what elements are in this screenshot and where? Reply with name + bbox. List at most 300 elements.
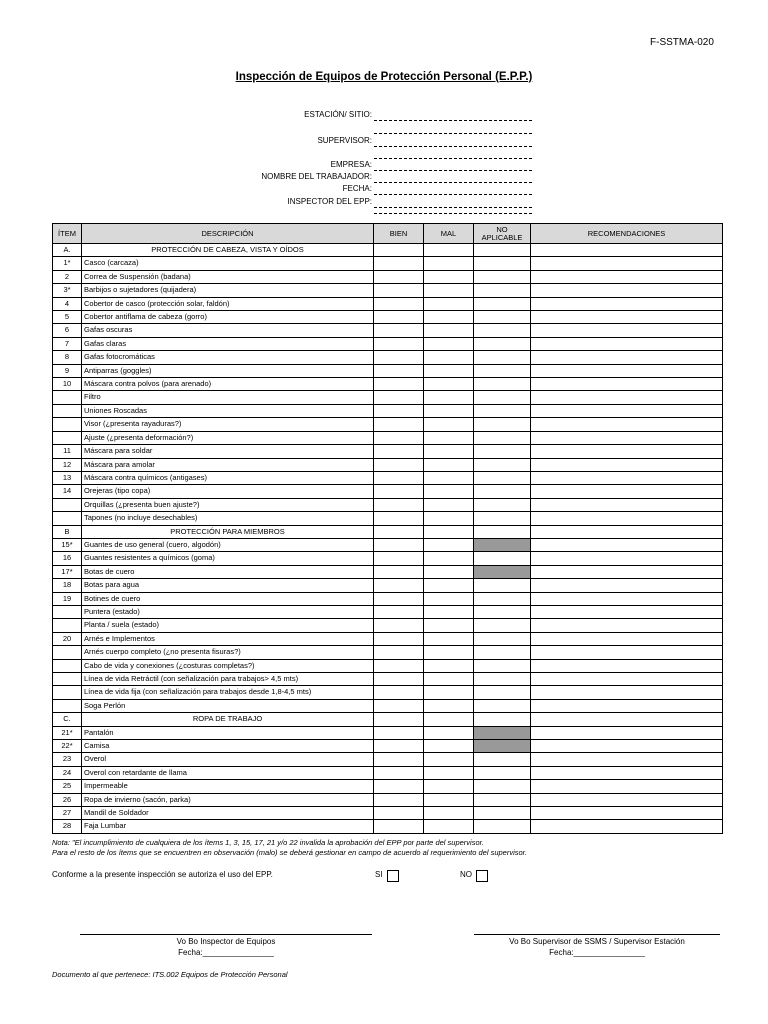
row-description: Cobertor antiflama de cabeza (gorro) <box>82 311 374 324</box>
cell-recomendaciones[interactable] <box>531 605 723 618</box>
cell-no-aplicable[interactable] <box>474 659 531 672</box>
cell-no-aplicable[interactable] <box>474 605 531 618</box>
cell-recomendaciones[interactable] <box>531 565 723 578</box>
row-item-number <box>53 404 82 417</box>
row-description: Faja Lumbar <box>82 820 374 833</box>
si-checkbox[interactable] <box>387 870 399 882</box>
cell-no-aplicable[interactable] <box>474 391 531 404</box>
header-item: ÍTEM <box>53 224 82 244</box>
row-description: Ropa de invierno (sacón, parka) <box>82 793 374 806</box>
cell-recomendaciones[interactable] <box>531 404 723 417</box>
table-row <box>53 445 723 458</box>
field-line-supervisor-2[interactable] <box>374 158 532 159</box>
cell-recomendaciones[interactable] <box>531 686 723 699</box>
section-row <box>53 713 723 726</box>
cell-no-aplicable[interactable] <box>474 807 531 820</box>
row-description: Máscara contra polvos (para arenado) <box>82 378 374 391</box>
row-item-number: 16 <box>53 552 82 565</box>
cell-mal[interactable] <box>424 565 474 578</box>
row-item-number: 7 <box>53 337 82 350</box>
cell-mal[interactable] <box>424 646 474 659</box>
cell-mal[interactable] <box>424 820 474 833</box>
cell-bien[interactable] <box>374 404 424 417</box>
field-line-station-2[interactable] <box>374 133 532 134</box>
table-row <box>53 632 723 645</box>
cell-recomendaciones[interactable] <box>531 619 723 632</box>
cell-mal[interactable] <box>424 807 474 820</box>
cell-mal[interactable] <box>424 270 474 283</box>
table-row <box>53 552 723 565</box>
cell-mal[interactable] <box>424 471 474 484</box>
field-label-station: ESTACIÓN/ SITIO: <box>304 110 372 119</box>
row-item-number: 19 <box>53 592 82 605</box>
row-item-number <box>53 418 82 431</box>
table-row <box>53 498 723 511</box>
cell-bien[interactable] <box>374 807 424 820</box>
cell-recomendaciones[interactable] <box>531 780 723 793</box>
cell-mal[interactable] <box>424 659 474 672</box>
row-item-number: 25 <box>53 780 82 793</box>
table-row <box>53 364 723 377</box>
cell-mal[interactable] <box>424 552 474 565</box>
cell-bien[interactable] <box>374 391 424 404</box>
cell-bien[interactable] <box>374 284 424 297</box>
cell-recomendaciones[interactable] <box>531 270 723 283</box>
row-description: Línea de vida Retráctil (con señalización para trabajos> 4,5 mts) <box>82 673 374 686</box>
cell-mal[interactable] <box>424 445 474 458</box>
cell-bien[interactable] <box>374 351 424 364</box>
cell-no-aplicable[interactable] <box>474 686 531 699</box>
cell-no-aplicable[interactable] <box>474 619 531 632</box>
inspection-table <box>52 223 723 834</box>
header-bien: BIEN <box>374 224 424 244</box>
cell-recomendaciones[interactable] <box>531 552 723 565</box>
table-row <box>53 337 723 350</box>
table-row <box>53 579 723 592</box>
cell-bien[interactable] <box>374 324 424 337</box>
row-item-number: 24 <box>53 766 82 779</box>
cell-recomendaciones[interactable] <box>531 753 723 766</box>
cell-bien[interactable] <box>374 659 424 672</box>
signature-supervisor-date: Fecha:________________ <box>549 948 645 957</box>
row-item-number: 28 <box>53 820 82 833</box>
no-checkbox[interactable] <box>476 870 488 882</box>
cell-no-aplicable[interactable] <box>474 404 531 417</box>
table-row <box>53 780 723 793</box>
field-label-inspector: INSPECTOR DEL EPP: <box>287 197 372 206</box>
cell-no-aplicable[interactable] <box>474 766 531 779</box>
section-row <box>53 525 723 538</box>
row-item-number: A. <box>53 244 82 257</box>
table-row <box>53 391 723 404</box>
row-description: Impermeable <box>82 780 374 793</box>
table-row <box>53 297 723 310</box>
cell-mal[interactable] <box>424 699 474 712</box>
cell-no-aplicable[interactable] <box>474 673 531 686</box>
field-line-worker[interactable] <box>374 182 532 183</box>
table-row <box>53 378 723 391</box>
cell-mal[interactable] <box>424 780 474 793</box>
row-item-number <box>53 498 82 511</box>
row-item-number <box>53 619 82 632</box>
cell-bien[interactable] <box>374 525 424 538</box>
row-description: Camisa <box>82 740 374 753</box>
table-row <box>53 431 723 444</box>
cell-recomendaciones[interactable] <box>531 538 723 551</box>
cell-recomendaciones[interactable] <box>531 592 723 605</box>
cell-no-aplicable <box>474 726 531 739</box>
row-item-number <box>53 605 82 618</box>
cell-no-aplicable[interactable] <box>474 364 531 377</box>
cell-bien[interactable] <box>374 297 424 310</box>
cell-mal[interactable] <box>424 324 474 337</box>
table-row <box>53 605 723 618</box>
cell-no-aplicable[interactable] <box>474 270 531 283</box>
row-description: Guantes de uso general (cuero, algodón) <box>82 538 374 551</box>
row-item-number: 5 <box>53 311 82 324</box>
header-description: DESCRIPCIÓN <box>82 224 374 244</box>
cell-mal[interactable] <box>424 337 474 350</box>
cell-no-aplicable[interactable] <box>474 297 531 310</box>
cell-no-aplicable[interactable] <box>474 244 531 257</box>
table-row <box>53 686 723 699</box>
row-item-number: 17* <box>53 565 82 578</box>
table-row <box>53 458 723 471</box>
row-description: Gafas claras <box>82 337 374 350</box>
cell-bien[interactable] <box>374 565 424 578</box>
cell-recomendaciones[interactable] <box>531 378 723 391</box>
cell-no-aplicable <box>474 565 531 578</box>
cell-bien[interactable] <box>374 605 424 618</box>
cell-mal[interactable] <box>424 605 474 618</box>
row-description: Visor (¿presenta rayaduras?) <box>82 418 374 431</box>
cell-bien[interactable] <box>374 244 424 257</box>
cell-no-aplicable[interactable] <box>474 445 531 458</box>
cell-no-aplicable[interactable] <box>474 780 531 793</box>
cell-recomendaciones[interactable] <box>531 351 723 364</box>
table-row <box>53 807 723 820</box>
note-line-2: Para el resto de los ítems que se encuentren en observación (malo) se deberá gestionar en campo de acuerdo al requerimiento del supervisor. <box>52 848 527 857</box>
row-item-number: 12 <box>53 458 82 471</box>
cell-bien[interactable] <box>374 364 424 377</box>
row-description: Barbijos o sujetadores (quijadera) <box>82 284 374 297</box>
cell-bien[interactable] <box>374 632 424 645</box>
row-description: Soga Perlón <box>82 699 374 712</box>
cell-no-aplicable[interactable] <box>474 311 531 324</box>
table-row <box>53 257 723 270</box>
cell-recomendaciones[interactable] <box>531 807 723 820</box>
cell-mal[interactable] <box>424 619 474 632</box>
cell-bien[interactable] <box>374 538 424 551</box>
cell-no-aplicable[interactable] <box>474 699 531 712</box>
row-item-number <box>53 646 82 659</box>
row-item-number: 15* <box>53 538 82 551</box>
cell-bien[interactable] <box>374 619 424 632</box>
cell-mal[interactable] <box>424 311 474 324</box>
table-row <box>53 485 723 498</box>
field-label-worker: NOMBRE DEL TRABAJADOR: <box>261 172 372 181</box>
cell-no-aplicable[interactable] <box>474 713 531 726</box>
cell-recomendaciones[interactable] <box>531 766 723 779</box>
row-item-number: 1* <box>53 257 82 270</box>
cell-bien[interactable] <box>374 337 424 350</box>
table-row <box>53 311 723 324</box>
row-item-number: 4 <box>53 297 82 310</box>
row-description: Casco (carcaza) <box>82 257 374 270</box>
cell-mal[interactable] <box>424 579 474 592</box>
row-description: Botas para agua <box>82 579 374 592</box>
row-item-number: 18 <box>53 579 82 592</box>
row-item-number: 8 <box>53 351 82 364</box>
row-item-number: B <box>53 525 82 538</box>
cell-recomendaciones[interactable] <box>531 793 723 806</box>
cell-recomendaciones[interactable] <box>531 498 723 511</box>
table-header <box>53 224 723 244</box>
row-description: Mandil de Soldador <box>82 807 374 820</box>
row-item-number <box>53 431 82 444</box>
header-no-aplicable: NO APLICABLE <box>474 224 531 244</box>
row-description: Correa de Suspensión (badana) <box>82 270 374 283</box>
cell-no-aplicable[interactable] <box>474 324 531 337</box>
row-description: Guantes resistentes a químicos (goma) <box>82 552 374 565</box>
cell-recomendaciones[interactable] <box>531 699 723 712</box>
cell-no-aplicable[interactable] <box>474 632 531 645</box>
section-title: PROTECCIÓN DE CABEZA, VISTA Y OÍDOS <box>82 244 374 257</box>
row-item-number: C. <box>53 713 82 726</box>
table-row <box>53 404 723 417</box>
table-row <box>53 766 723 779</box>
table-row <box>53 538 723 551</box>
row-item-number <box>53 699 82 712</box>
cell-no-aplicable[interactable] <box>474 351 531 364</box>
cell-bien[interactable] <box>374 740 424 753</box>
cell-no-aplicable[interactable] <box>474 257 531 270</box>
cell-no-aplicable[interactable] <box>474 378 531 391</box>
cell-recomendaciones[interactable] <box>531 458 723 471</box>
cell-mal[interactable] <box>424 538 474 551</box>
cell-recomendaciones[interactable] <box>531 391 723 404</box>
field-label-supervisor: SUPERVISOR: <box>317 136 372 145</box>
row-item-number <box>53 512 82 525</box>
cell-recomendaciones[interactable] <box>531 297 723 310</box>
cell-recomendaciones[interactable] <box>531 525 723 538</box>
field-line-supervisor[interactable] <box>374 146 532 147</box>
cell-bien[interactable] <box>374 753 424 766</box>
row-description: Orejeras (tipo copa) <box>82 485 374 498</box>
cell-mal[interactable] <box>424 458 474 471</box>
cell-recomendaciones[interactable] <box>531 632 723 645</box>
cell-recomendaciones[interactable] <box>531 485 723 498</box>
field-line-station[interactable] <box>374 120 532 121</box>
no-label: NO <box>460 870 472 879</box>
signature-supervisor <box>474 934 720 958</box>
cell-no-aplicable[interactable] <box>474 646 531 659</box>
cell-mal[interactable] <box>424 766 474 779</box>
table-row <box>53 673 723 686</box>
cell-recomendaciones[interactable] <box>531 726 723 739</box>
cell-bien[interactable] <box>374 471 424 484</box>
cell-mal[interactable] <box>424 418 474 431</box>
cell-bien[interactable] <box>374 686 424 699</box>
table-row <box>53 619 723 632</box>
cell-bien[interactable] <box>374 552 424 565</box>
table-row <box>53 726 723 739</box>
cell-bien[interactable] <box>374 458 424 471</box>
cell-recomendaciones[interactable] <box>531 337 723 350</box>
cell-no-aplicable[interactable] <box>474 485 531 498</box>
field-label-date: FECHA: <box>342 184 372 193</box>
row-item-number: 22* <box>53 740 82 753</box>
cell-no-aplicable[interactable] <box>474 753 531 766</box>
cell-bien[interactable] <box>374 270 424 283</box>
signature-inspector-label: Vo Bo Inspector de Equipos <box>176 937 276 946</box>
cell-recomendaciones[interactable] <box>531 257 723 270</box>
cell-bien[interactable] <box>374 378 424 391</box>
table-row <box>53 324 723 337</box>
cell-bien[interactable] <box>374 766 424 779</box>
field-line-inspector[interactable] <box>374 207 532 208</box>
cell-recomendaciones[interactable] <box>531 646 723 659</box>
cell-no-aplicable[interactable] <box>474 498 531 511</box>
signature-inspector-date: Fecha:________________ <box>178 948 274 957</box>
cell-recomendaciones[interactable] <box>531 673 723 686</box>
table-row <box>53 592 723 605</box>
cell-bien[interactable] <box>374 713 424 726</box>
row-item-number: 26 <box>53 793 82 806</box>
cell-no-aplicable[interactable] <box>474 284 531 297</box>
cell-bien[interactable] <box>374 646 424 659</box>
cell-bien[interactable] <box>374 257 424 270</box>
cell-recomendaciones[interactable] <box>531 713 723 726</box>
row-description: Línea de vida fija (con señalización para trabajos desde 1,8-4,5 mts) <box>82 686 374 699</box>
cell-mal[interactable] <box>424 378 474 391</box>
cell-mal[interactable] <box>424 485 474 498</box>
cell-bien[interactable] <box>374 311 424 324</box>
cell-no-aplicable[interactable] <box>474 820 531 833</box>
cell-bien[interactable] <box>374 579 424 592</box>
field-line-inspector-2[interactable] <box>374 213 532 214</box>
cell-mal[interactable] <box>424 257 474 270</box>
cell-recomendaciones[interactable] <box>531 445 723 458</box>
cell-mal[interactable] <box>424 673 474 686</box>
cell-recomendaciones[interactable] <box>531 471 723 484</box>
cell-recomendaciones[interactable] <box>531 244 723 257</box>
cell-mal[interactable] <box>424 431 474 444</box>
cell-bien[interactable] <box>374 485 424 498</box>
row-item-number <box>53 659 82 672</box>
cell-no-aplicable[interactable] <box>474 471 531 484</box>
authorization-text: Conforme a la presente inspección se autoriza el uso del EPP. <box>52 870 273 879</box>
cell-mal[interactable] <box>424 740 474 753</box>
signature-supervisor-label: Vo Bo Supervisor de SSMS / Supervisor Estación <box>509 937 685 946</box>
cell-mal[interactable] <box>424 498 474 511</box>
row-description: Orquillas (¿presenta buen ajuste?) <box>82 498 374 511</box>
cell-recomendaciones[interactable] <box>531 512 723 525</box>
row-description: Antiparras (goggles) <box>82 364 374 377</box>
table-row <box>53 270 723 283</box>
cell-mal[interactable] <box>424 753 474 766</box>
cell-mal[interactable] <box>424 726 474 739</box>
cell-no-aplicable[interactable] <box>474 458 531 471</box>
row-description: Gafas oscuras <box>82 324 374 337</box>
cell-mal[interactable] <box>424 686 474 699</box>
cell-recomendaciones[interactable] <box>531 740 723 753</box>
cell-mal[interactable] <box>424 592 474 605</box>
cell-bien[interactable] <box>374 780 424 793</box>
row-description: Máscara para soldar <box>82 445 374 458</box>
cell-recomendaciones[interactable] <box>531 418 723 431</box>
cell-no-aplicable[interactable] <box>474 337 531 350</box>
row-description: Overol <box>82 753 374 766</box>
cell-no-aplicable[interactable] <box>474 512 531 525</box>
cell-mal[interactable] <box>424 713 474 726</box>
cell-bien[interactable] <box>374 512 424 525</box>
cell-mal[interactable] <box>424 244 474 257</box>
cell-mal[interactable] <box>424 364 474 377</box>
cell-recomendaciones[interactable] <box>531 820 723 833</box>
cell-bien[interactable] <box>374 673 424 686</box>
cell-no-aplicable[interactable] <box>474 418 531 431</box>
cell-recomendaciones[interactable] <box>531 284 723 297</box>
cell-recomendaciones[interactable] <box>531 659 723 672</box>
cell-bien[interactable] <box>374 820 424 833</box>
cell-bien[interactable] <box>374 431 424 444</box>
cell-bien[interactable] <box>374 445 424 458</box>
cell-no-aplicable[interactable] <box>474 579 531 592</box>
si-label: SI <box>375 870 383 879</box>
cell-recomendaciones[interactable] <box>531 431 723 444</box>
row-description: Tapones (no incluye desechables) <box>82 512 374 525</box>
cell-mal[interactable] <box>424 525 474 538</box>
cell-mal[interactable] <box>424 404 474 417</box>
field-label-company: EMPRESA: <box>330 160 372 169</box>
header-mal: MAL <box>424 224 474 244</box>
field-line-date[interactable] <box>374 194 532 195</box>
row-description: Máscara contra químicos (antigases) <box>82 471 374 484</box>
table-row <box>53 740 723 753</box>
table-row <box>53 471 723 484</box>
note-line-1: Nota: "El incumplimiento de cualquiera de los ítems 1, 3, 15, 17, 21 y/o 22 invalida la aprobación del EPP por parte del supervisor. <box>52 838 484 847</box>
cell-no-aplicable[interactable] <box>474 431 531 444</box>
row-item-number: 2 <box>53 270 82 283</box>
cell-recomendaciones[interactable] <box>531 324 723 337</box>
cell-mal[interactable] <box>424 391 474 404</box>
cell-no-aplicable[interactable] <box>474 525 531 538</box>
cell-mal[interactable] <box>424 632 474 645</box>
cell-recomendaciones[interactable] <box>531 364 723 377</box>
cell-recomendaciones[interactable] <box>531 579 723 592</box>
row-description: Overol con retardante de llama <box>82 766 374 779</box>
cell-bien[interactable] <box>374 726 424 739</box>
cell-no-aplicable[interactable] <box>474 592 531 605</box>
cell-mal[interactable] <box>424 512 474 525</box>
field-line-company[interactable] <box>374 170 532 171</box>
cell-mal[interactable] <box>424 351 474 364</box>
cell-bien[interactable] <box>374 699 424 712</box>
table-row <box>53 512 723 525</box>
cell-bien[interactable] <box>374 418 424 431</box>
cell-recomendaciones[interactable] <box>531 311 723 324</box>
cell-mal[interactable] <box>424 297 474 310</box>
cell-mal[interactable] <box>424 284 474 297</box>
cell-no-aplicable[interactable] <box>474 552 531 565</box>
row-description: Gafas fotocromáticas <box>82 351 374 364</box>
cell-bien[interactable] <box>374 592 424 605</box>
cell-bien[interactable] <box>374 793 424 806</box>
cell-no-aplicable[interactable] <box>474 793 531 806</box>
cell-mal[interactable] <box>424 793 474 806</box>
cell-bien[interactable] <box>374 498 424 511</box>
